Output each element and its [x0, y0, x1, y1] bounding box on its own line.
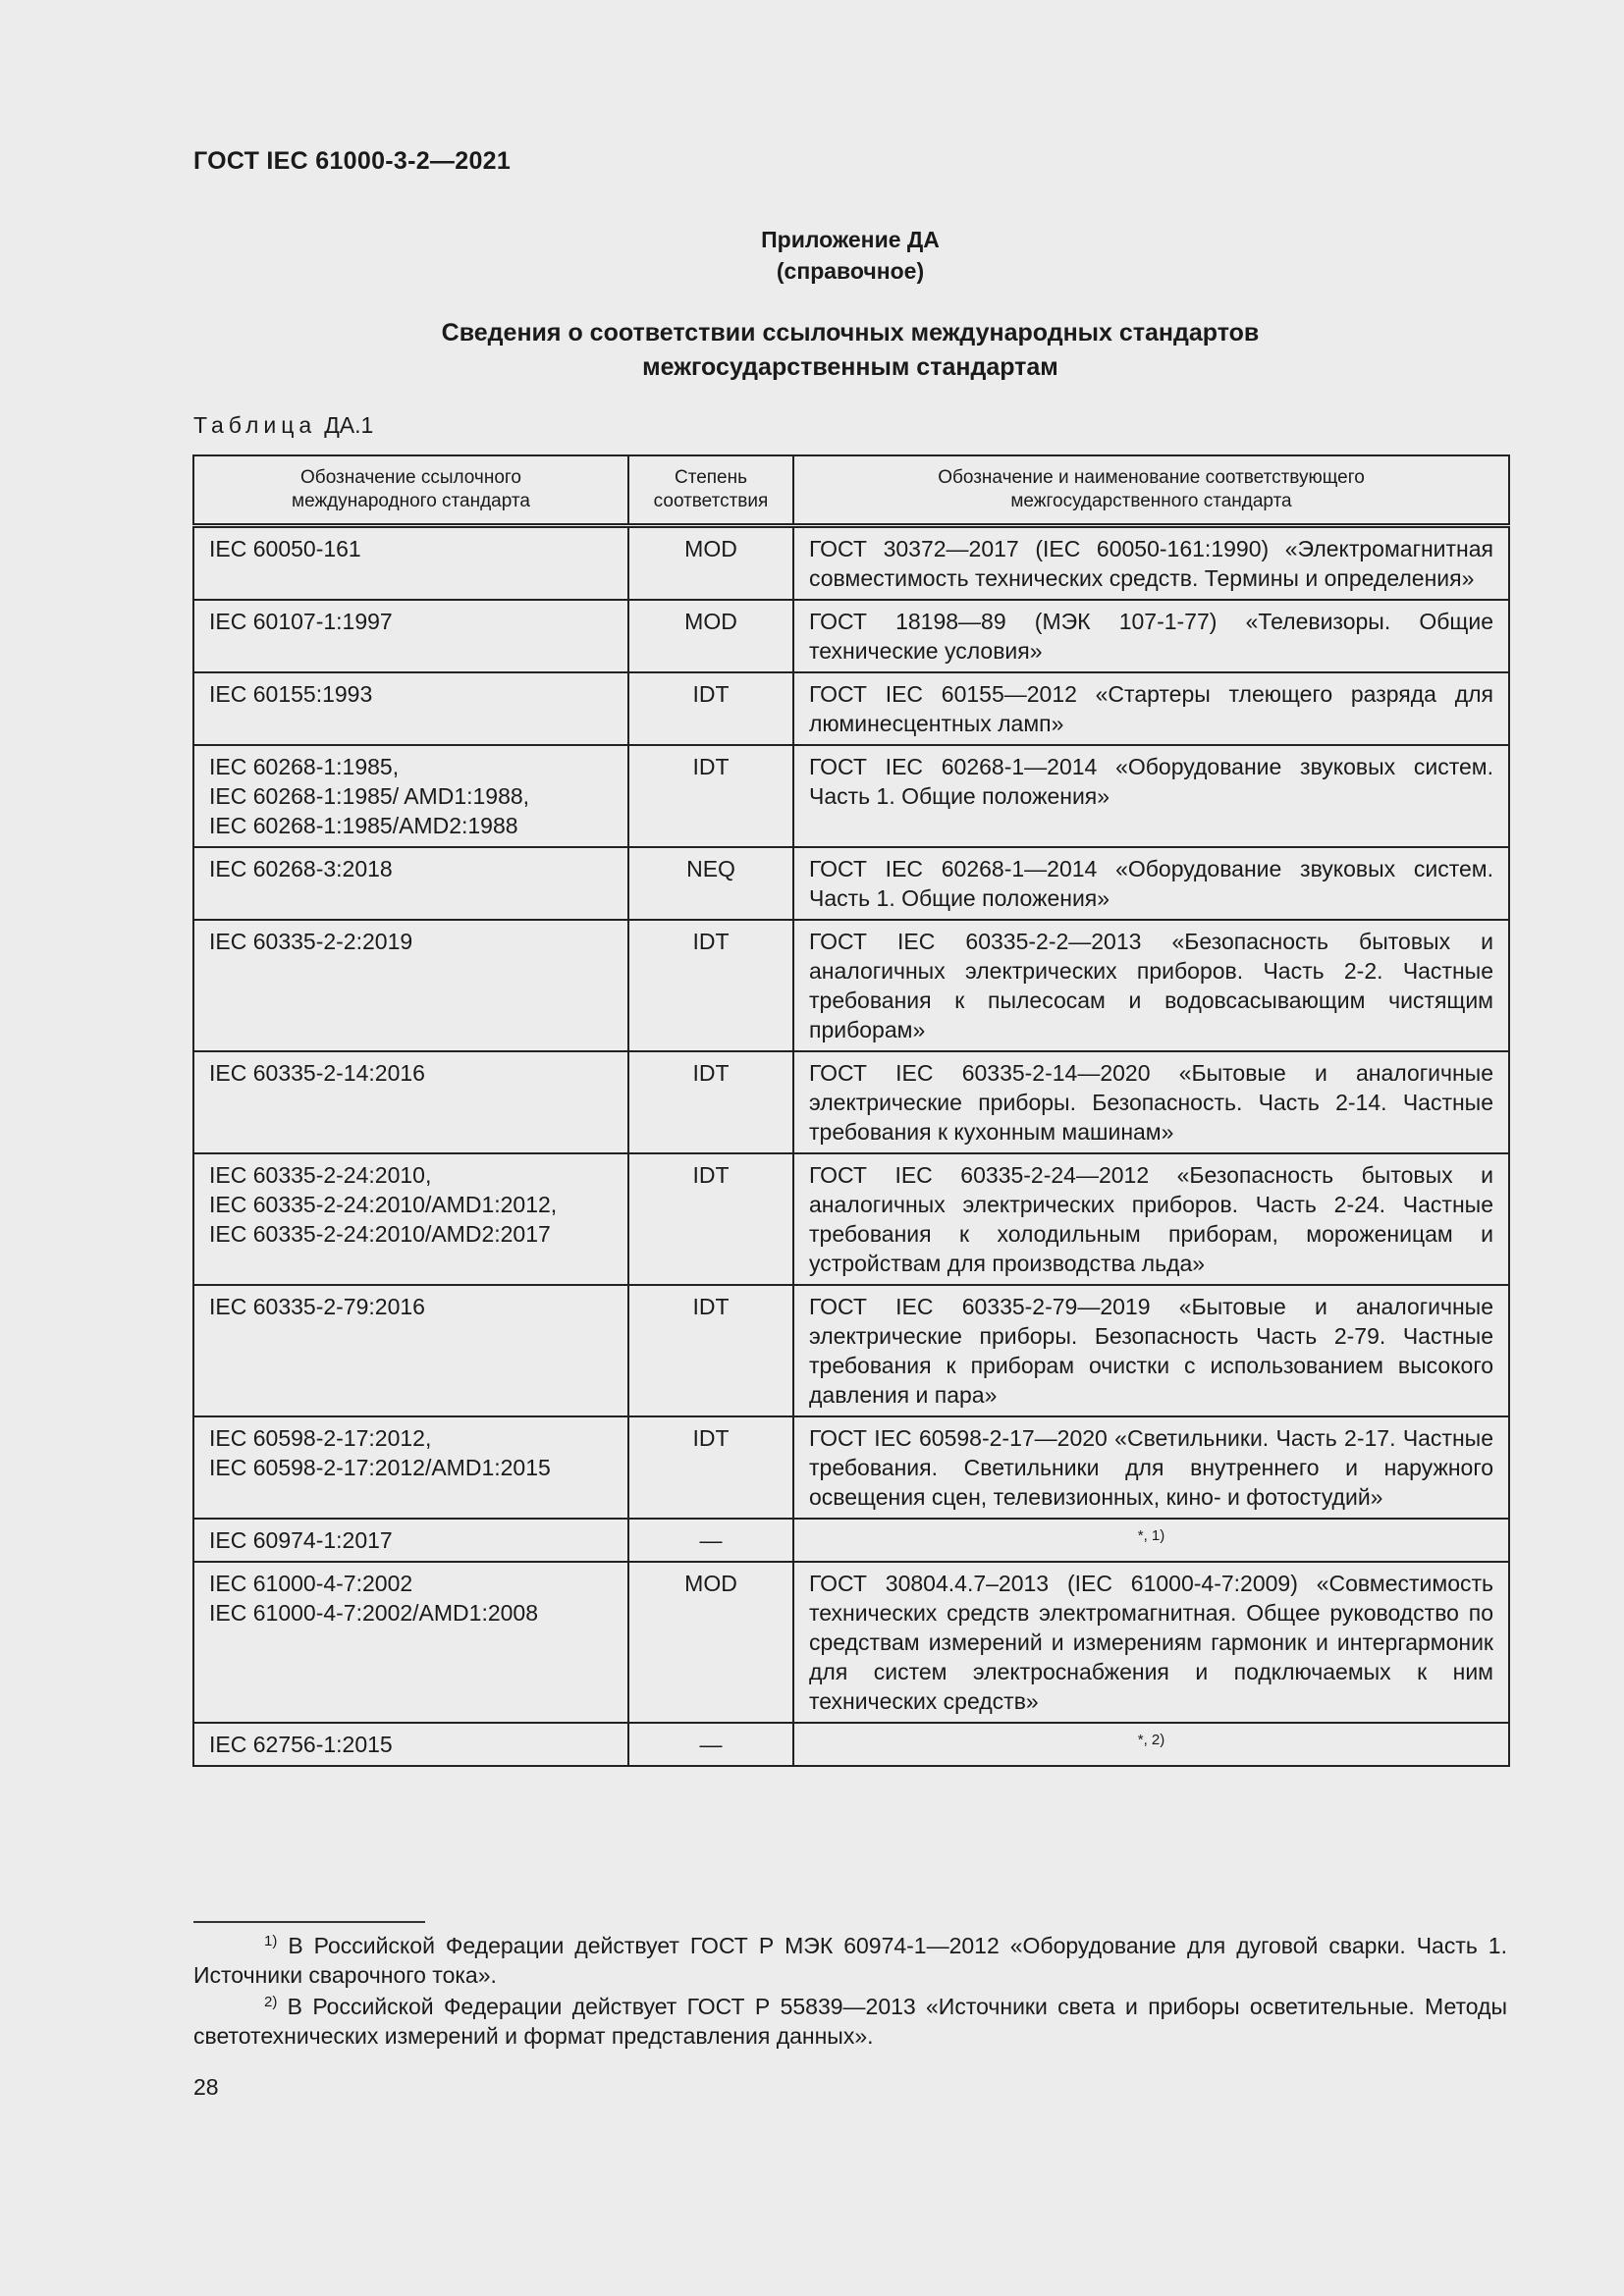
footnote-2: $^{2)}$ В Российской Федерации действует ГОСТ Р 55839—2013 «Источники света и приборы осветительные. Методы светотехнических измерений и формат представления данных».	[193, 1994, 1507, 2049]
footnote-1: $^{1)}$ В Российской Федерации действует ГОСТ Р МЭК 60974-1—2012 «Оборудование для дуговой сварки. Часть 1. Источники сварочного тока».	[193, 1933, 1507, 1988]
section-title-line: межгосударственным стандартам	[642, 353, 1058, 381]
cell-degree: —	[628, 1519, 793, 1562]
cell-note-mark: *, 2)	[793, 1723, 1509, 1766]
cell-degree: MOD	[628, 526, 793, 601]
appendix-title: Приложение ДА	[761, 227, 940, 252]
cell-reference-standard: IEC 61000-4-7:2002 IEC 61000-4-7:2002/AMD1:2008	[193, 1562, 628, 1723]
footnote-separator	[193, 1921, 425, 1923]
cell-reference-standard: IEC 60598-2-17:2012, IEC 60598-2-17:2012/AMD1:2015	[193, 1416, 628, 1519]
cell-degree: IDT	[628, 1416, 793, 1519]
cell-gost-standard: ГОСТ IEC 60598-2-17—2020 «Светильники. Часть 2-17. Частные требования. Светильники для внутреннего и наружного освещения сцен, телевизионных, кино- и фотостудий»	[793, 1416, 1509, 1519]
cell-gost-standard: ГОСТ 30804.4.7–2013 (IEC 61000-4-7:2009) «Совместимость технических средств электромагнитная. Общее руководство по средствам измерений и измерениям гармоник и интергармоник для систем электроснабжения и подключаемых к ним технических средств»	[793, 1562, 1509, 1723]
cell-gost-standard: ГОСТ IEC 60268-1—2014 «Оборудование звуковых систем. Часть 1. Общие положения»	[793, 847, 1509, 920]
cell-gost-standard: ГОСТ 18198—89 (МЭК 107-1-77) «Телевизоры. Общие технические условия»	[793, 600, 1509, 672]
header-gost-standard: Обозначение и наименование соответствующего межгосударственного стандарта	[793, 455, 1509, 526]
table-row	[193, 1416, 1509, 1519]
cell-degree: MOD	[628, 1562, 793, 1723]
cell-gost-standard: ГОСТ IEC 60268-1—2014 «Оборудование звуковых систем. Часть 1. Общие положения»	[793, 745, 1509, 847]
header-reference-standard: Обозначение ссылочного международного стандарта	[193, 455, 628, 526]
cell-gost-standard: ГОСТ IEC 60155—2012 «Стартеры тлеющего разряда для люминесцентных ламп»	[793, 672, 1509, 745]
appendix-subtitle: (справочное)	[776, 258, 925, 284]
cell-degree: IDT	[628, 1153, 793, 1285]
table-header-row	[193, 455, 1509, 526]
section-title	[0, 316, 1624, 385]
cell-gost-standard: ГОСТ 30372—2017 (IEC 60050-161:1990) «Электромагнитная совместимость технических средств. Термины и определения»	[793, 526, 1509, 601]
table-row	[193, 672, 1509, 745]
page-number: 28	[193, 2074, 219, 2100]
cell-degree: IDT	[628, 672, 793, 745]
cell-reference-standard: IEC 62756-1:2015	[193, 1723, 628, 1766]
table-caption-number: ДА.1	[324, 412, 374, 438]
table-row	[193, 1051, 1509, 1153]
cell-reference-standard: IEC 60335-2-14:2016	[193, 1051, 628, 1153]
table-row	[193, 600, 1509, 672]
table-row	[193, 745, 1509, 847]
cell-reference-standard: IEC 60155:1993	[193, 672, 628, 745]
cell-degree: IDT	[628, 920, 793, 1051]
footnotes	[193, 1931, 1507, 2053]
table-row	[193, 1562, 1509, 1723]
table-row	[193, 847, 1509, 920]
cell-degree: NEQ	[628, 847, 793, 920]
document-code: ГОСТ IEC 61000-3-2—2021	[193, 147, 512, 175]
cell-reference-standard: IEC 60335-2-24:2010, IEC 60335-2-24:2010/AMD1:2012, IEC 60335-2-24:2010/AMD2:2017	[193, 1153, 628, 1285]
cell-reference-standard: IEC 60107-1:1997	[193, 600, 628, 672]
standards-table	[192, 454, 1510, 1767]
table-body	[193, 526, 1509, 1767]
cell-reference-standard: IEC 60335-2-2:2019	[193, 920, 628, 1051]
table-caption	[193, 412, 373, 439]
cell-reference-standard: IEC 60268-3:2018	[193, 847, 628, 920]
table-row	[193, 1519, 1509, 1562]
appendix-heading	[0, 224, 1624, 287]
cell-gost-standard: ГОСТ IEC 60335-2-2—2013 «Безопасность бытовых и аналогичных электрических приборов. Часть 2-2. Частные требования к пылесосам и водовсасывающим чистящим приборам»	[793, 920, 1509, 1051]
table-caption-word: Таблица	[193, 412, 317, 438]
table-row	[193, 920, 1509, 1051]
cell-degree: MOD	[628, 600, 793, 672]
cell-reference-standard: IEC 60335-2-79:2016	[193, 1285, 628, 1416]
cell-degree: IDT	[628, 745, 793, 847]
table-row	[193, 1153, 1509, 1285]
cell-reference-standard: IEC 60974-1:2017	[193, 1519, 628, 1562]
header-degree: Степень соответствия	[628, 455, 793, 526]
cell-degree: —	[628, 1723, 793, 1766]
cell-reference-standard: IEC 60268-1:1985, IEC 60268-1:1985/ AMD1:1988, IEC 60268-1:1985/AMD2:1988	[193, 745, 628, 847]
cell-reference-standard: IEC 60050-161	[193, 526, 628, 601]
table-row	[193, 1285, 1509, 1416]
cell-degree: IDT	[628, 1285, 793, 1416]
cell-gost-standard: ГОСТ IEC 60335-2-24—2012 «Безопасность бытовых и аналогичных электрических приборов. Часть 2-24. Частные требования к холодильным приборам, мороженицам и устройствам для производства льда»	[793, 1153, 1509, 1285]
cell-degree: IDT	[628, 1051, 793, 1153]
table-row	[193, 526, 1509, 601]
table-row	[193, 1723, 1509, 1766]
cell-gost-standard: ГОСТ IEC 60335-2-14—2020 «Бытовые и аналогичные электрические приборы. Безопасность. Часть 2-14. Частные требования к кухонным машинам»	[793, 1051, 1509, 1153]
section-title-line: Сведения о соответствии ссылочных международных стандартов	[441, 319, 1260, 347]
cell-note-mark: *, 1)	[793, 1519, 1509, 1562]
cell-gost-standard: ГОСТ IEC 60335-2-79—2019 «Бытовые и аналогичные электрические приборы. Безопасность Часть 2-79. Частные требования к приборам очистки с использованием высокого давления и пара»	[793, 1285, 1509, 1416]
